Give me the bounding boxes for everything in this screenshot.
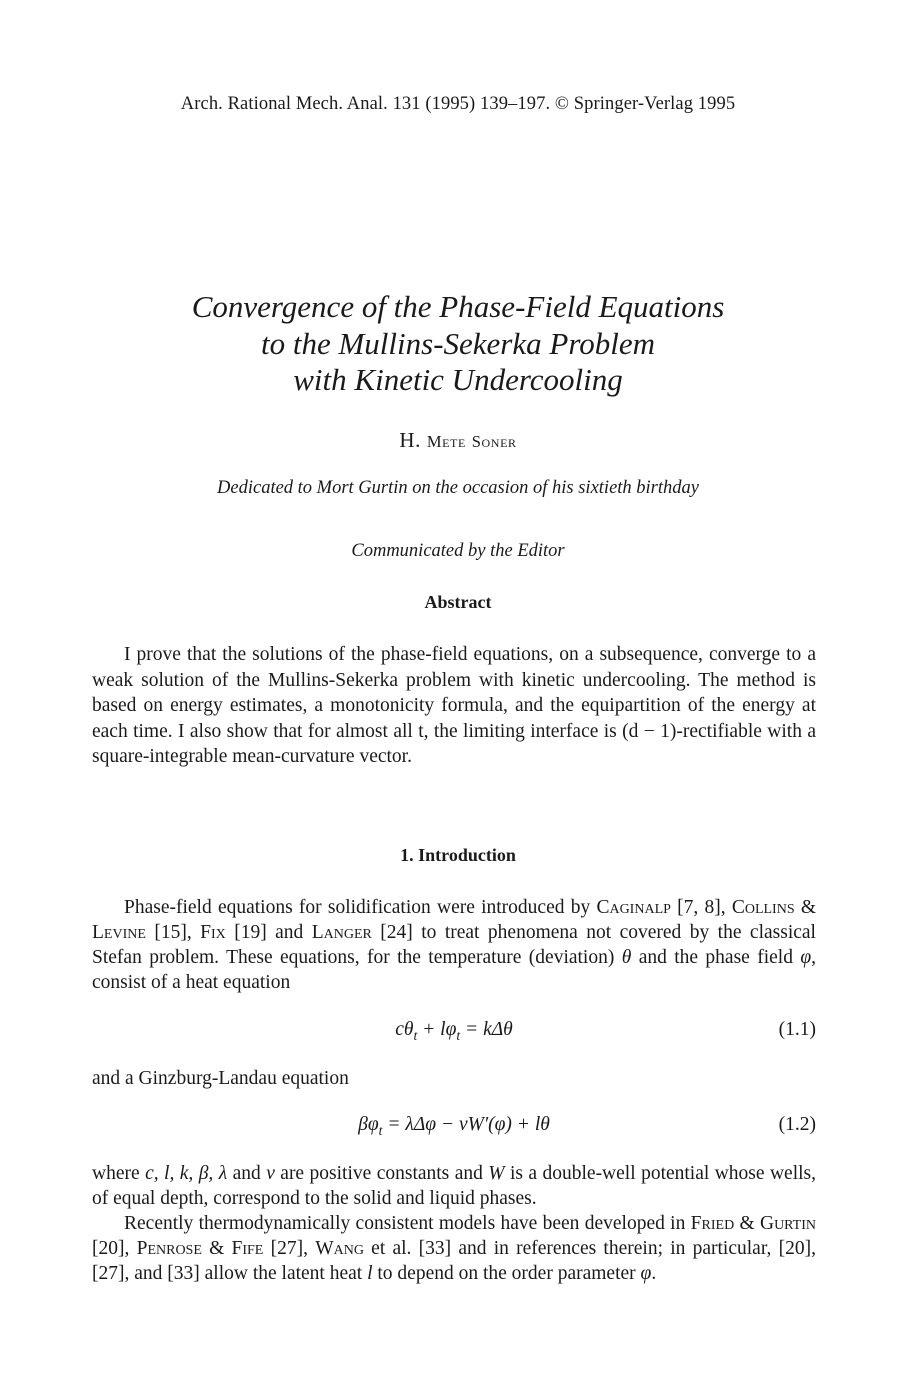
journal-header: Arch. Rational Mech. Anal. 131 (1995) 139–197. © Springer-Verlag 1995 <box>180 94 736 114</box>
section-heading: 1. Introduction <box>400 845 516 865</box>
title-line-2: to the Mullins-Sekerka Problem <box>261 325 655 361</box>
symbol-theta: θ <box>621 947 632 968</box>
citation-fix: Fix <box>200 922 226 943</box>
p1-text-a: Phase-field equations for solidification were introduced by <box>124 897 597 918</box>
intro-paragraph-2: and a Ginzburg-Landau equation <box>92 1068 349 1089</box>
equation-1-2-body: $\beta\varphi_t = \lambda\Delta\varphi - \nu W'(\varphi) + l\theta$ <box>358 1114 550 1138</box>
citation-wang: Wang <box>315 1238 364 1259</box>
dedication: Dedicated to Mort Gurtin on the occasion of his sixtieth birthday <box>217 478 699 498</box>
p1-text-e: [19] and <box>225 922 312 943</box>
p3-text-a: where <box>92 1163 146 1184</box>
paper-title <box>0 289 916 399</box>
abstract-text: I prove that the solutions of the phase-field equations, on a subsequence, converge to a weak solution of the Mullins-Sekerka problem with kinetic undercooling. The method is based on energy estimates, a monotonicity formula, and the equipartition of the energy at each time. I also show that for almost all t, the limiting interface is (d − 1)-rectifiable with a square-integrable mean-curvature vector. <box>92 644 816 768</box>
citation-levine: Levine <box>92 922 146 943</box>
citation-collins: Collins <box>731 897 795 918</box>
p4-text-b: & <box>734 1213 760 1234</box>
intro-paragraph-1 <box>92 895 816 995</box>
p1-text-f: [24] to treat phenomena not covered by the classical Stefan problem. These equations, for the temperature (deviation) <box>92 922 816 968</box>
author-initial: H. <box>399 428 427 452</box>
intro-paragraph-4 <box>92 1211 816 1286</box>
symbol-nu: ν <box>266 1163 275 1184</box>
communicated-by: Communicated by the Editor <box>351 541 565 561</box>
author-last-name: Soner <box>471 432 517 451</box>
p1-text-h: , consist of a heat equation <box>92 947 816 993</box>
p1-text-g: and the phase field <box>631 947 801 968</box>
symbol-l: l <box>367 1263 373 1284</box>
symbol-constants: c, l, k, β, λ <box>145 1163 228 1184</box>
citation-langer: Langer <box>311 922 372 943</box>
p4-text-a: Recently thermodynamically consistent models have been developed in <box>124 1213 691 1234</box>
p1-text-c: & <box>794 897 817 918</box>
equation-1-2-number: (1.2) <box>778 1114 816 1135</box>
p3-text-d: is a double-well potential whose wells, of equal depth, correspond to the solid and liquid phases. <box>92 1163 817 1209</box>
p4-text-e: [27], <box>263 1238 316 1259</box>
p3-text-b: and <box>227 1163 267 1184</box>
p1-text-d: [15], <box>145 922 201 943</box>
p3-block <box>92 1161 816 1211</box>
p4-text-d: & <box>201 1238 232 1259</box>
citation-gurtin: Gurtin <box>759 1213 816 1234</box>
author <box>0 428 916 453</box>
symbol-phi-2: φ <box>640 1263 652 1284</box>
p4-text-h: . <box>651 1263 657 1284</box>
symbol-phi: φ <box>800 947 812 968</box>
citation-fried: Fried <box>690 1213 735 1234</box>
author-first-name: Mete <box>426 432 466 451</box>
title-line-3: with Kinetic Undercooling <box>293 362 623 397</box>
citation-fife: Fife <box>231 1238 264 1259</box>
p4-text-c: [20], <box>92 1238 137 1259</box>
p1-text-b: [7, 8], <box>670 897 732 918</box>
equation-1-1-body: $c\theta_t + l\varphi_t = k\Delta\theta$ <box>395 1019 513 1043</box>
symbol-W: W <box>488 1163 505 1184</box>
p4-text-g: to depend on the order parameter <box>372 1263 641 1284</box>
citation-penrose: Penrose <box>136 1238 202 1259</box>
p3-text-c: are positive constants and <box>274 1163 489 1184</box>
abstract-heading: Abstract <box>424 592 492 612</box>
title-line-1: Convergence of the Phase-Field Equations <box>191 289 725 324</box>
intro-paragraph-3 <box>92 1161 816 1286</box>
p4-text-f: et al. [33] and in references therein; in particular, [20], [27], and [33] allow the latent heat <box>92 1238 816 1284</box>
citation-caginalp: Caginalp <box>596 897 671 918</box>
equation-1-1-number: (1.1) <box>778 1019 816 1040</box>
